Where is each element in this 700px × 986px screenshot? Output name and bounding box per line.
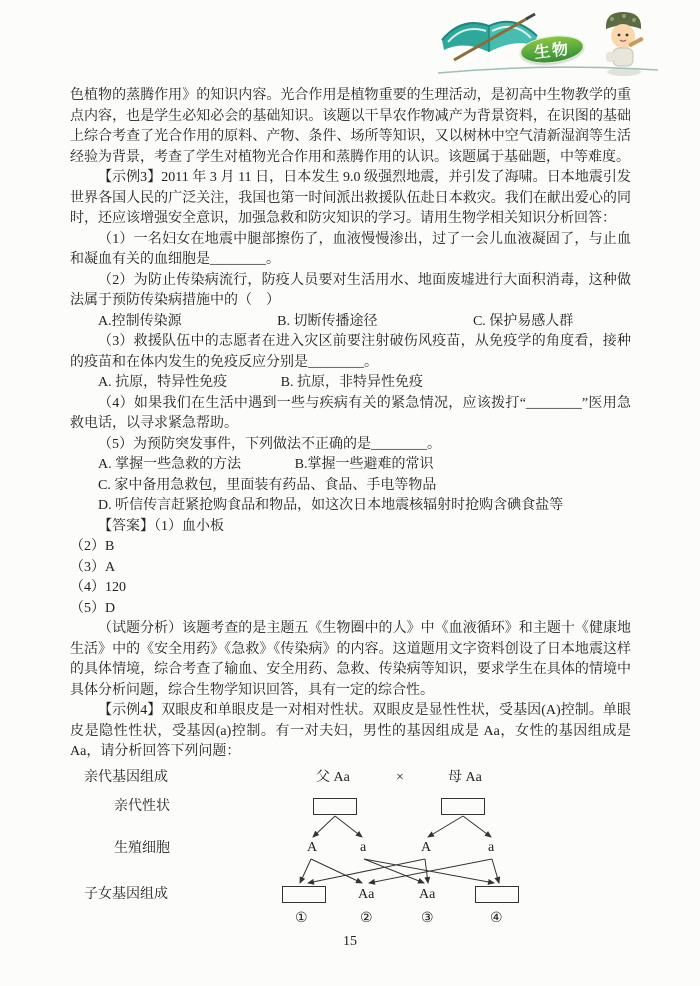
- offspring-number-4: ④: [490, 910, 503, 926]
- question-3-options: [70, 373, 631, 394]
- label-parent-genotype: 亲代基因组成: [84, 769, 168, 785]
- mother-genotype: 母 Aa: [448, 769, 482, 785]
- analysis-paragraph: （试题分析）该题考查的是主题五《生物圈中的人》中《血液循环》和主题十《健康地生活》中的《安全用药》《急救》《传染病》的内容。这道题用文字资料创设了日本地震这样的具体情境，综合考查了输血、安全用药、急救、传染病等知识，要求学生在具体的情境中具体分析问题，综合生物学知识回答，具有一定的综合性。: [70, 621, 631, 698]
- question-2-option-b: B. 切断传播途径: [277, 313, 378, 329]
- question-5-option-a: A. 掌握一些急救的方法: [98, 457, 242, 472]
- question-3: （3）救援队伍中的志愿者在进入灾区前要注射破伤风疫苗，从免疫学的角度看，接种的疫苗和在体内发生的免疫反应分别是________。: [70, 334, 631, 370]
- example4-intro: 【示例4】双眼皮和单眼皮是一对相对性状。双眼皮是显性性状，受基因(A)控制。单眼皮是隐性性状，受基因(a)控制。有一对夫妇，男性的基因组成是 Aa，女性的基因组成是 Aa，请分析回答下列问题：: [70, 703, 631, 759]
- paragraph-continuation: 色植物的蒸腾作用》的知识内容。光合作用是植物重要的生理活动，是初高中生物教学的重点内容，也是学生必知必会的基础知识。该题以干旱农作物减产为背景资料，在识图的基础上综合考查了光合作用的原料、产物、条件、场所等知识，又以树林中空气清新湿润等生活经验为背景，考查了学生对植物光合作用和蒸腾作用的认识。该题属于基础题，中等难度。: [70, 88, 631, 165]
- example3-intro: 【示例3】2011 年 3 月 11 日，日本发生 9.0 级强烈地震，并引发了海啸。日本地震引发世界各国人民的广泛关注，我国也第一时间派出救援队伍赴日本救灾。我们在献出爱心的同时，还应该增强安全意识，加强急救和防灾知识的学习。请用生物学相关知识分析回答：: [70, 170, 631, 226]
- gamete-mother-A: A: [421, 839, 432, 855]
- swoosh-line: [436, 62, 660, 76]
- genetics-cross-diagram: [70, 768, 550, 934]
- question-1: （1）一名妇女在地震中腿部擦伤了，血液慢慢渗出，过了一会儿血液凝固了，与止血和凝血有关的血细胞是________。: [70, 231, 631, 267]
- gamete-father-A: A: [307, 839, 318, 855]
- label-parent-trait: 亲代性状: [114, 798, 170, 814]
- offspring-number-1: ①: [295, 910, 308, 926]
- question-5-options-ab: [70, 455, 631, 476]
- question-5-option-d: D. 听信传言赶紧抢购食品和物品，如这次日本地震核辐射时抢购含碘食盐等: [98, 498, 564, 513]
- question-3-option-a: A. 抗原，特异性免疫: [98, 375, 228, 390]
- answer-line-1: 【答案】（1）血小板: [98, 518, 224, 534]
- mother-trait-blank-box: [441, 798, 485, 815]
- offspring-genotype-2: Aa: [358, 886, 375, 902]
- offspring-blank-box-1: [282, 886, 326, 903]
- page-number: 15: [343, 934, 357, 949]
- answer-line-4: （4）120: [70, 580, 126, 595]
- question-4: （4）如果我们在生活中遇到一些与疾病有关的紧急情况，应该拨打“________”医用急救电话，以寻求紧急帮助。: [70, 395, 631, 431]
- gamete-father-a: a: [360, 839, 367, 855]
- question-3-option-b: B. 抗原，非特异性免疫: [280, 375, 423, 390]
- header-logo: [434, 4, 662, 80]
- label-gametes: 生殖细胞: [114, 840, 170, 856]
- question-2-option-a: A.控制传染源: [98, 313, 182, 329]
- subject-badge-label: 生物: [533, 40, 572, 63]
- question-2: （2）为防止传染病流行，防疫人员要对生活用水、地面废墟进行大面积消毒，这种做法属于预防传染病措施中的（ ）: [70, 272, 631, 308]
- cross-symbol: ×: [396, 769, 404, 785]
- gamete-mother-a: a: [488, 839, 495, 855]
- question-5: （5）为预防突发事件，下列做法不正确的是________。: [98, 436, 441, 452]
- question-2-option-c: C. 保护易感人群: [472, 313, 574, 329]
- label-offspring-genotype: 子女基因组成: [84, 886, 168, 902]
- offspring-number-2: ②: [360, 910, 373, 926]
- answer-line-3: （3）A: [70, 559, 116, 575]
- offspring-genotype-3: Aa: [419, 886, 436, 902]
- father-trait-blank-box: [313, 798, 357, 815]
- answer-line-5: （5）D: [70, 600, 116, 616]
- answer-line-2: （2）B: [70, 539, 115, 554]
- father-genotype: 父 Aa: [316, 769, 350, 785]
- question-5-option-b: B.掌握一些避难的常识: [294, 457, 434, 472]
- offspring-blank-box-4: [475, 886, 519, 903]
- page-content: [70, 86, 631, 934]
- question-5-option-c: C. 家中备用急救包，里面装有药品、食品、手电等物品: [98, 477, 437, 493]
- offspring-number-3: ③: [421, 910, 434, 926]
- question-2-options: [70, 312, 631, 333]
